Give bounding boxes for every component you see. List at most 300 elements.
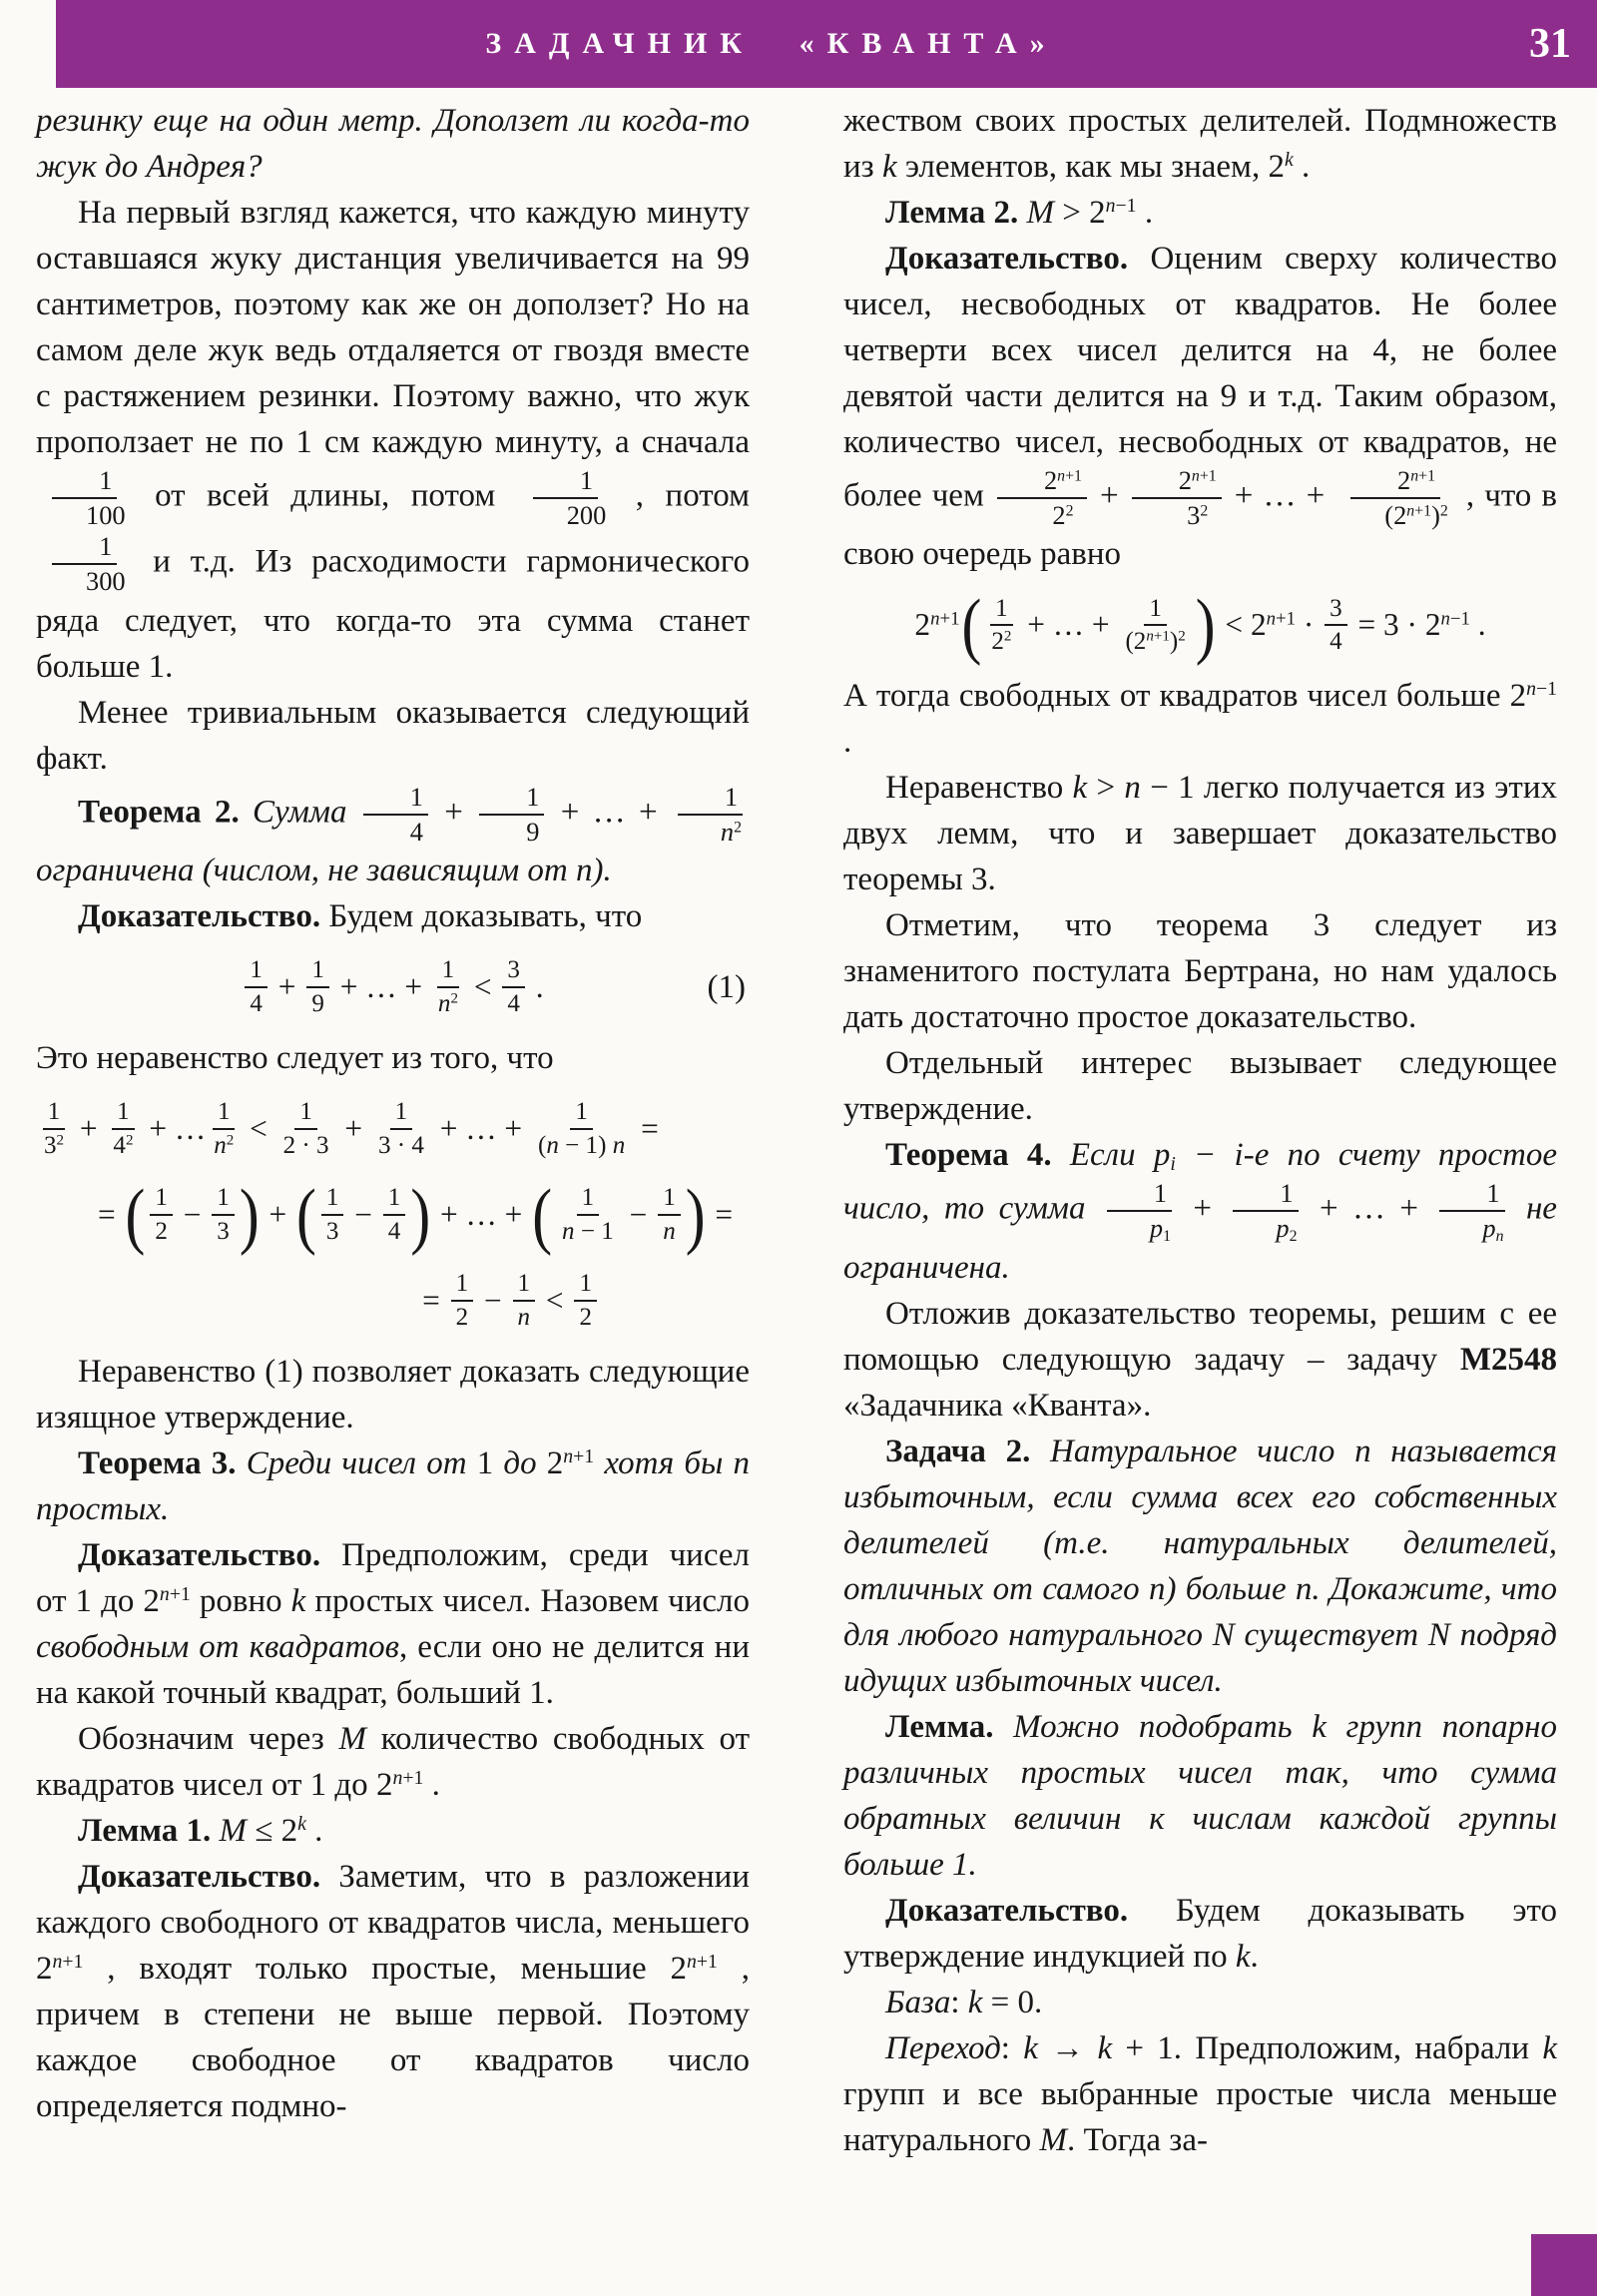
text-run: + 1. Предположим, набрали: [1112, 2029, 1543, 2066]
text-run: n: [930, 608, 940, 630]
fraction: [39, 531, 131, 597]
text-run: 2: [1133, 628, 1147, 656]
text-run: 1: [394, 1098, 408, 1126]
paragraph: [36, 893, 750, 939]
text-run: M: [219, 1812, 247, 1849]
text-run: Сумма: [239, 794, 360, 831]
text-run: 1: [526, 781, 540, 812]
text-run: + … +: [432, 1196, 531, 1232]
text-run: Это неравенство следует из того, что: [36, 1039, 554, 1076]
text-run: +: [72, 1110, 106, 1146]
text-run: хотя бы n простых.: [36, 1444, 750, 1527]
paragraph: [36, 1716, 750, 1808]
text-run: 2: [1178, 629, 1186, 646]
text-run: 2: [56, 1132, 65, 1149]
text-run: n: [1406, 502, 1415, 520]
equation-line: [36, 1089, 750, 1169]
text-run: + … +: [1305, 1191, 1433, 1228]
text-run: не ограничена.: [843, 1191, 1557, 1286]
fraction: [574, 1269, 597, 1332]
paragraph: [36, 1808, 750, 1854]
fraction: [520, 465, 612, 531]
fraction: [1103, 1178, 1176, 1244]
fraction: [39, 465, 131, 531]
text-run: Доказательство.: [885, 1892, 1129, 1929]
text-run: − i-е по счету простое число, то сумма: [843, 1137, 1557, 1228]
text-run: 2: [1439, 502, 1448, 520]
text-run: 2: [1397, 465, 1411, 495]
fraction: [373, 1097, 429, 1160]
power-expression: [1125, 628, 1185, 655]
text-run: 1: [155, 1184, 168, 1212]
power-expression: [1251, 602, 1296, 648]
text-run: 3: [1330, 594, 1342, 622]
text-run: 2: [280, 1812, 298, 1849]
fraction: [1120, 594, 1190, 657]
fraction: [1229, 1178, 1302, 1244]
power-expression: [1089, 195, 1136, 231]
power-expression: [214, 1132, 234, 1159]
power-expression: [1393, 500, 1431, 530]
text-run: 300: [86, 566, 126, 597]
text-run: «Задачника «Кванта».: [843, 1387, 1152, 1424]
text-run: 2: [1003, 629, 1012, 646]
fraction: [557, 1183, 619, 1246]
text-run: +1: [573, 1445, 595, 1468]
text-run: 3: [507, 956, 520, 984]
text-run: = 0.: [982, 1984, 1043, 2020]
paragraph: [843, 1291, 1557, 1429]
header-band: [56, 0, 1597, 88]
text-run: Доказательство.: [78, 1536, 321, 1573]
text-run: +: [1089, 477, 1129, 514]
text-run: + … +: [1019, 607, 1118, 643]
text-run: Лемма.: [885, 1708, 994, 1745]
text-run: Можно подобрать k групп попарно различных простых чисел так, что сумма обратных величин к числам каждой группы больше 1.: [843, 1708, 1557, 1883]
text-run: − 1: [574, 1217, 614, 1245]
text-run: 2: [1178, 465, 1192, 495]
power-expression: [1044, 465, 1082, 495]
text-run: 2: [1043, 465, 1058, 495]
fraction: [502, 955, 525, 1018]
text-run: 9: [311, 989, 324, 1017]
text-run: p: [1153, 1137, 1171, 1174]
text-run: + … +: [547, 794, 671, 831]
text-run: 2: [143, 1582, 160, 1619]
text-run: k: [290, 1582, 306, 1619]
corner-accent: [1531, 2234, 1597, 2296]
paragraph: [843, 765, 1557, 902]
text-run: >: [1054, 195, 1090, 231]
text-run: 1: [663, 1184, 676, 1212]
paragraph: [843, 1888, 1557, 1980]
text-run: Теорема 3.: [78, 1444, 237, 1481]
text-run: , потом: [614, 477, 750, 514]
fraction: [39, 1097, 69, 1160]
power-expression: [143, 1583, 190, 1619]
power-expression: [44, 1132, 64, 1159]
text-run: 4: [113, 1131, 126, 1159]
text-run: <: [465, 968, 500, 1004]
text-run: Менее тривиальным оказывается следующий факт.: [36, 694, 750, 777]
equation-number: (1): [707, 968, 746, 1005]
fraction: [306, 955, 329, 1018]
text-run: Отложив доказательство теоремы, решим с ее помощью следующую задачу – задачу: [843, 1295, 1557, 1378]
text-run: 2: [1268, 149, 1285, 185]
paragraph: [843, 673, 1557, 765]
text-run: n: [1105, 195, 1116, 218]
text-run: Обозначим через: [78, 1720, 339, 1757]
paragraph: [36, 1349, 750, 1440]
text-run: Если: [1051, 1137, 1154, 1174]
text-run: 2: [1052, 500, 1066, 531]
text-run: свободным от квадратов: [36, 1628, 400, 1665]
power-expression: [1510, 678, 1557, 714]
text-run: −: [621, 1196, 656, 1232]
text-run: жеством своих простых делителей. Подмножеств из: [843, 103, 1557, 185]
text-run: ): [1169, 628, 1179, 656]
text-run: +: [269, 968, 304, 1004]
fraction: [363, 782, 428, 848]
text-run: +1: [1153, 629, 1170, 646]
text-run: k: [1023, 2029, 1038, 2066]
text-run: n: [546, 1131, 559, 1159]
text-run: +1: [939, 608, 960, 630]
text-run: Лемма 2.: [885, 195, 1019, 231]
power-expression: [914, 602, 959, 648]
paragraph: [843, 190, 1557, 236]
text-run: ограничена (числом, не зависящим от n).: [36, 852, 612, 888]
text-run: 2: [1509, 678, 1527, 715]
text-run: количество свободных от квадратов чисел от 1 до: [36, 1720, 750, 1803]
equation-line: [36, 947, 750, 1027]
text-run: =: [707, 1196, 734, 1232]
text-run: <: [1217, 607, 1251, 643]
text-run: групп и все выбранные простые числа меньше натурального: [843, 2075, 1557, 2158]
text-run: 1: [217, 1098, 231, 1126]
text-run: 3: [44, 1131, 57, 1159]
text-run: 1: [455, 1270, 469, 1298]
text-run: 2: [125, 1132, 134, 1149]
text-run: .: [1469, 607, 1486, 643]
text-run: , входят только простые, меньшие: [83, 1950, 671, 1987]
text-run: ровно: [190, 1582, 291, 1619]
text-run: +1: [1414, 502, 1432, 520]
text-run: 4: [409, 816, 423, 847]
text-run: k: [967, 1984, 983, 2020]
text-run: k: [1542, 2029, 1557, 2066]
text-run: +: [261, 1196, 295, 1232]
text-run: n: [214, 1131, 227, 1159]
text-run: 1: [581, 1184, 595, 1212]
fraction: [212, 1183, 235, 1246]
text-run: .: [843, 724, 852, 761]
equation-line: [36, 1175, 750, 1255]
text-run: 2: [36, 1950, 53, 1987]
text-run: 1: [579, 465, 594, 495]
text-run: p: [1276, 1213, 1290, 1244]
text-run: :: [950, 1984, 968, 2020]
fraction: [1132, 465, 1222, 531]
text-run: n: [1191, 467, 1200, 485]
text-run: 1: [441, 956, 455, 984]
text-run: Заметим, что в разложении каждого свободного от квадратов числа, меньшего: [36, 1858, 750, 1941]
text-run: 1: [724, 781, 739, 812]
equation-content: [422, 1269, 600, 1332]
text-run: Доказательство.: [78, 897, 321, 934]
text-run: n: [663, 1217, 676, 1245]
text-run: +: [336, 1110, 370, 1146]
power-expression: [991, 628, 1011, 655]
text-run: 1: [517, 1270, 531, 1298]
text-run: (: [1384, 500, 1394, 531]
text-run: n: [159, 1583, 170, 1606]
text-run: Теорема 4.: [885, 1137, 1052, 1174]
paragraph: [36, 98, 750, 190]
power-expression: [438, 990, 458, 1017]
text-run: k: [881, 149, 897, 185]
text-run: Среди чисел от: [236, 1444, 477, 1481]
text-run: Лемма 1.: [78, 1812, 212, 1849]
display-equation: [36, 1089, 750, 1341]
text-run: 1: [1280, 1178, 1294, 1209]
paragraph: [36, 1035, 750, 1081]
text-run: Оценим сверху количество чисел, несвободных от квадратов. Не более четверти всех чисел делится на 4, не более девятой части делится на 9 и т.д. Таким образом, количество чисел, несвободных от квадратов, не более чем: [843, 241, 1557, 514]
text-run: 1: [217, 1184, 230, 1212]
text-run: Доказательство.: [78, 1858, 321, 1895]
text-run: n: [1526, 678, 1536, 701]
text-run: .: [1293, 149, 1311, 185]
text-run: ≤: [247, 1812, 281, 1849]
text-run: + … +: [1224, 477, 1335, 514]
text-run: 1: [99, 465, 113, 495]
text-run: n: [612, 1131, 626, 1159]
text-run: 1: [995, 594, 1008, 622]
text-run: n: [1124, 770, 1141, 807]
text-run: −: [476, 1282, 510, 1318]
text-run: n: [517, 1303, 531, 1331]
text-run: =: [422, 1282, 448, 1318]
text-run: +1: [1276, 608, 1297, 630]
text-run: 200: [566, 500, 607, 531]
text-run: n: [562, 1217, 575, 1245]
subscript-expression: [1153, 1137, 1176, 1176]
text-run: +: [431, 794, 477, 831]
text-run: =: [98, 1196, 124, 1232]
text-run: 2: [1424, 607, 1441, 643]
text-run: Неравенство: [885, 770, 1073, 807]
text-run: резинку еще на один метр. Доползет ли когда-то жук до Андрея?: [36, 103, 750, 185]
text-run: 2: [546, 1444, 564, 1481]
text-run: 2: [1065, 502, 1074, 520]
text-run: n: [52, 1951, 63, 1974]
text-run: 2: [226, 1132, 235, 1149]
paragraph: [843, 1040, 1557, 1132]
text-run: + …: [141, 1110, 207, 1146]
text-run: Предположим, среди чисел от 1 до: [36, 1536, 750, 1619]
equation-content: $2^{n+1}$ ( $\frac{1}{2^2}$ + … + $\frac{1}{(2^{n+1})^2}$ ) < $2^{n+1}$ · $\frac{3}{4}$ = 3 · $2^{n-1}$ .: [914, 584, 1486, 667]
text-run: 100: [86, 500, 126, 531]
text-run: <: [242, 1110, 275, 1146]
text-run: и т.д. Из расходимости гармонического ряда следует, что когда-то эта сумма станет больше 1.: [36, 544, 750, 685]
text-run: 1: [575, 1098, 588, 1126]
text-run: 1: [409, 781, 423, 812]
paragraph: [36, 782, 750, 893]
page-header-title: ЗАДАЧНИК «КВАНТА»: [485, 27, 1058, 60]
right-column: [843, 98, 1557, 2163]
power-expression: [1187, 500, 1208, 530]
paragraph: [843, 1980, 1557, 2025]
text-run: +1: [62, 1951, 84, 1974]
text-run: M: [338, 1720, 366, 1757]
text-run: 2: [375, 1766, 393, 1803]
text-run: <: [538, 1282, 572, 1318]
fraction: [997, 465, 1087, 531]
equation-content: [36, 1097, 659, 1160]
text-run: ): [1431, 500, 1440, 531]
text-run: М2548: [1459, 1341, 1557, 1378]
paragraph: [36, 1854, 750, 2129]
text-run: Отметим, что теорема 3 следует из знаменитого постулата Бертрана, но нам удалось дать достаточно простое доказательство.: [843, 907, 1557, 1036]
text-run: −1: [1115, 195, 1137, 218]
text-run: 3: [217, 1217, 230, 1245]
fraction: [278, 1097, 334, 1160]
power-expression: [1384, 500, 1447, 530]
text-run: Доказательство.: [885, 241, 1129, 277]
text-run: k: [1097, 2029, 1113, 2066]
text-run: k: [297, 1813, 306, 1836]
text-run: 2: [1089, 195, 1106, 231]
text-run: n: [1266, 608, 1277, 630]
text-run: − 1): [558, 1131, 613, 1159]
power-expression: [1397, 465, 1435, 495]
power-expression: [1268, 149, 1293, 185]
power-expression: [376, 1767, 423, 1803]
paragraph: [843, 1429, 1557, 1704]
text-run: .: [305, 1812, 323, 1849]
text-run: На первый взгляд кажется, что каждую минуту оставшаяся жуку дистанция увеличивается на 99 сантиметров, поэтому как же он доползет? Но на самом деле жук ведь отдаляется от гвоздя вместе с растяжением резинки. Поэтому важно, что жук проползает не по 1 см каждую минуту, а сначала: [36, 195, 750, 460]
text-run: +1: [696, 1951, 718, 1974]
power-expression: [1179, 465, 1217, 495]
text-run: 1: [117, 1098, 130, 1126]
text-run: Задача 2.: [885, 1433, 1031, 1469]
text-run: Будем доказывать это утверждение индукцией по: [843, 1892, 1557, 1975]
text-run: n: [1057, 467, 1066, 485]
fraction: [986, 594, 1016, 657]
text-run: n: [1146, 629, 1154, 646]
text-run: , что в свою очередь равно: [843, 477, 1557, 573]
subscript-expression: [1149, 1213, 1171, 1246]
text-run: (: [1125, 628, 1134, 656]
power-expression: [721, 817, 742, 847]
paragraph: [843, 1704, 1557, 1888]
text-run: −1: [1535, 678, 1557, 701]
text-run: + … +: [431, 1110, 530, 1146]
text-run: (: [537, 1131, 547, 1159]
text-run: 1: [311, 956, 324, 984]
fraction: [479, 782, 544, 848]
page-number: 31: [1529, 21, 1571, 67]
text-run: 1: [250, 956, 263, 984]
text-run: k: [1235, 1938, 1251, 1975]
text-run: [211, 1813, 219, 1849]
text-run: 1: [325, 1184, 339, 1212]
text-run: Натуральное число n называется избыточным, если сумма всех его собственных делителей (т.е. натуральных делителей, отличных от самого n) больше n. Докажите, что для любого натурального N существует N подряд идущих избыточных чисел.: [843, 1433, 1557, 1699]
text-run: k: [1284, 149, 1294, 172]
left-column: [36, 98, 750, 2129]
text-run: База: [885, 1984, 951, 2020]
text-run: .: [527, 968, 544, 1004]
text-run: n: [1410, 467, 1419, 485]
fraction: [674, 782, 747, 848]
text-run: простых чисел. Назовем число: [305, 1582, 750, 1619]
text-run: +1: [402, 1767, 424, 1790]
text-run: n: [686, 1951, 697, 1974]
text-run: 2: [1250, 607, 1267, 643]
text-run: n: [437, 989, 451, 1017]
text-run: +1: [169, 1583, 191, 1606]
text-run: 9: [526, 816, 540, 847]
text-run: :: [1000, 2029, 1024, 2066]
fraction: [209, 1097, 239, 1160]
text-run: 2: [1393, 500, 1407, 531]
fraction: [658, 1183, 681, 1246]
power-expression: [1052, 500, 1073, 530]
text-run: i: [1170, 1153, 1176, 1176]
text-run: =: [633, 1110, 659, 1146]
text-run: M: [1026, 195, 1054, 231]
text-run: 2: [670, 1950, 687, 1987]
fraction: [1325, 594, 1347, 657]
paragraph: [843, 236, 1557, 577]
text-run: А тогда свободных от квадратов чисел больше: [843, 678, 1510, 715]
fraction: [513, 1269, 536, 1332]
text-run: n: [720, 816, 735, 847]
text-run: −1: [1449, 608, 1470, 630]
text-run: 1: [299, 1098, 312, 1126]
fraction: [150, 1183, 173, 1246]
text-run: 2: [155, 1217, 168, 1245]
paragraph: [843, 902, 1557, 1040]
text-run: 2: [450, 990, 458, 1007]
text-run: 1: [47, 1098, 61, 1126]
fraction: [245, 955, 267, 1018]
text-run: элементов, как мы знаем,: [896, 149, 1269, 185]
text-run: 2: [734, 819, 742, 837]
paragraph: [843, 2025, 1557, 2163]
text-run: 2: [1289, 1228, 1298, 1246]
text-run: Будем доказывать, что: [320, 897, 643, 934]
text-run: 1: [1153, 1178, 1168, 1209]
text-run: −: [346, 1196, 380, 1232]
text-run: 2: [455, 1303, 469, 1331]
paragraph: [36, 1440, 750, 1532]
text-run: 3: [325, 1217, 339, 1245]
fraction: [1337, 465, 1452, 531]
text-run: , причем в степени не выше первой. Поэтому каждое свободное от квадратов число определяется подмно-: [36, 1950, 750, 2124]
text-run: Отдельный интерес вызывает следующее утверждение.: [843, 1045, 1557, 1128]
text-run: 2: [914, 607, 931, 643]
text-run: от всей длины, потом: [133, 477, 517, 514]
power-expression: [1134, 628, 1170, 655]
paragraph: [36, 1532, 750, 1716]
display-equation: [843, 585, 1557, 665]
text-run: 3: [1187, 500, 1201, 531]
paragraph: [843, 98, 1557, 190]
power-expression: [547, 1445, 594, 1481]
paragraph: [843, 1132, 1557, 1290]
fraction: [383, 1183, 406, 1246]
